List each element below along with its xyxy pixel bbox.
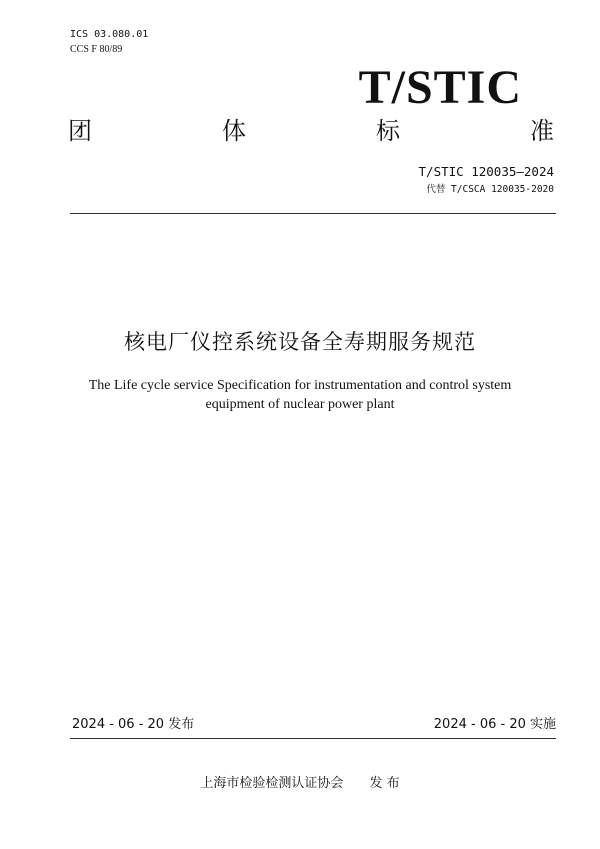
category-char-2: 体 [222, 117, 246, 145]
replaces-standard: 代替 T/CSCA 120035-2020 [426, 184, 554, 195]
ics-code: ICS 03.080.01 [70, 29, 149, 40]
issuer-organization: 上海市检验检测认证协会 [200, 776, 344, 791]
publication-date: 2024 - 06 - 20 发布 [72, 717, 195, 732]
category-char-1: 团 [68, 117, 92, 145]
document-title-english-line-2: equipment of nuclear power plant [205, 397, 395, 412]
ccs-code: CCS F 80/89 [70, 44, 123, 55]
implementation-date: 2024 - 06 - 20 实施 [433, 717, 556, 732]
category-char-3: 标 [376, 117, 400, 145]
issuer-action: 发 布 [369, 776, 400, 791]
standard-category [68, 116, 554, 146]
issuer-line [0, 776, 600, 792]
footer-divider [70, 738, 556, 739]
document-title-english-line-1: The Life cycle service Specification for instrumentation and control system [88, 378, 512, 393]
category-char-4: 准 [530, 117, 554, 145]
standard-number: T/STIC 120035—2024 [418, 164, 554, 179]
header-divider [70, 213, 556, 214]
standard-logo: T/STIC [358, 61, 522, 114]
document-title-chinese: 核电厂仪控系统设备全寿期服务规范 [124, 330, 476, 354]
